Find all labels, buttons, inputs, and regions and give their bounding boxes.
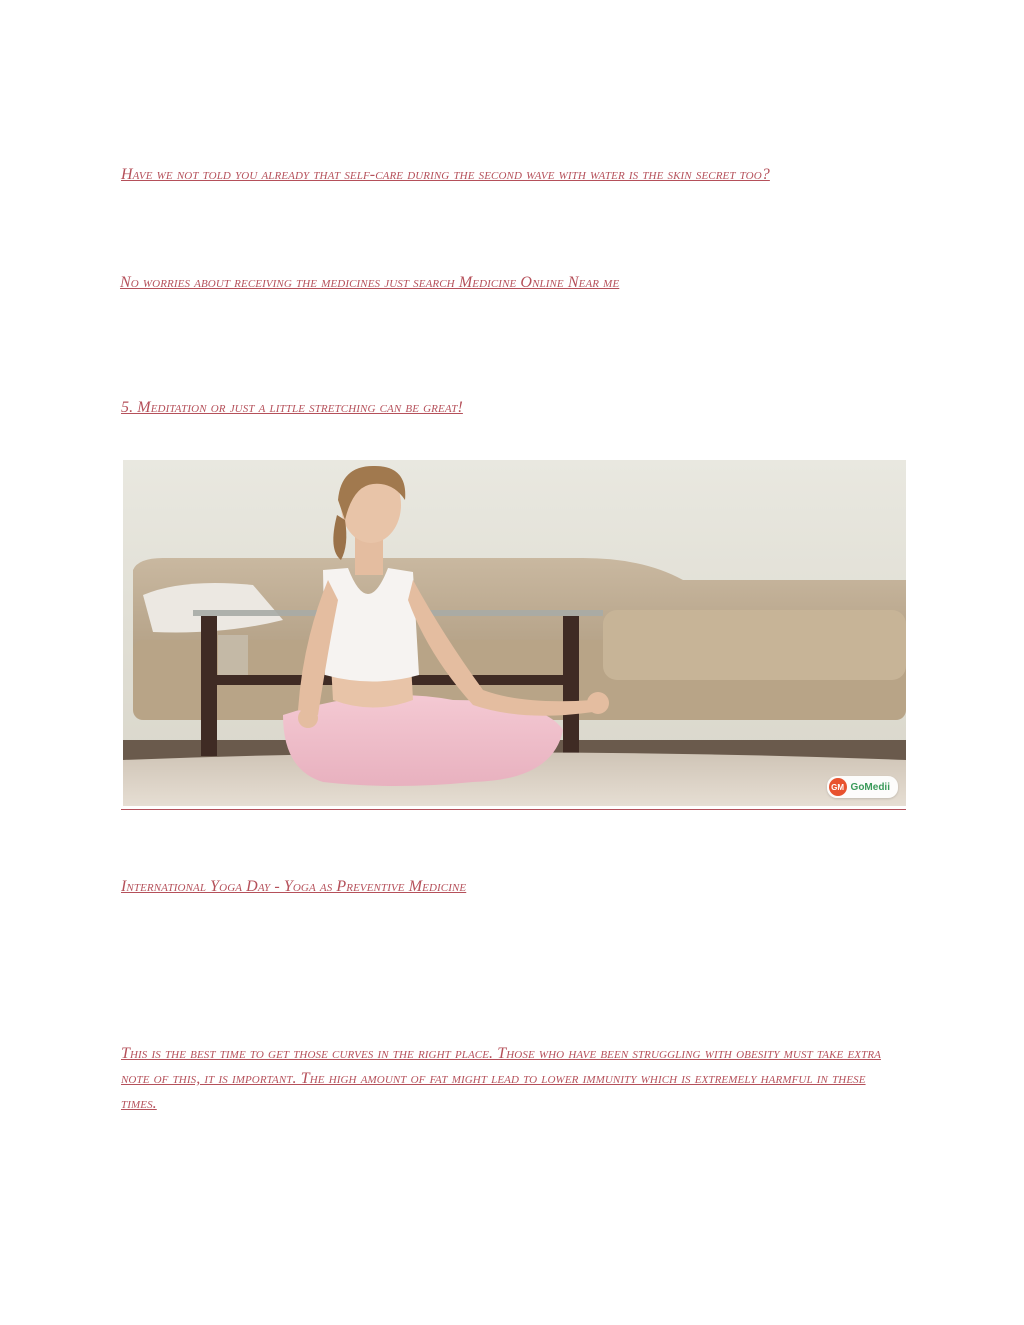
meditation-photo-illustration [123, 460, 906, 806]
best-time-curves-link[interactable]: This is the best time to get those curves in the right place. Those who have been struggling with obesity must take extra note of this, it is important. The high amount of fat might lead to lower immunity which is extremely harmful in these times. [121, 1045, 881, 1112]
meditation-heading-link[interactable]: 5. Meditation or just a little stretching can be great! [121, 399, 463, 416]
gomedii-logo-icon: GM [829, 778, 847, 796]
medicine-online-link[interactable]: No worries about receiving the medicines just search Medicine Online Near me [120, 274, 620, 291]
self-care-water-link[interactable]: Have we not told you already that self-care during the second wave with water is the skin secret too? [121, 166, 770, 183]
photo-link-underline [121, 809, 906, 810]
gomedii-watermark [827, 776, 898, 798]
gomedii-brand-name: GoMedii [850, 781, 890, 793]
meditation-photo[interactable] [123, 460, 906, 806]
international-yoga-day-link[interactable]: International Yoga Day - Yoga as Preventive Medicine [121, 878, 467, 895]
